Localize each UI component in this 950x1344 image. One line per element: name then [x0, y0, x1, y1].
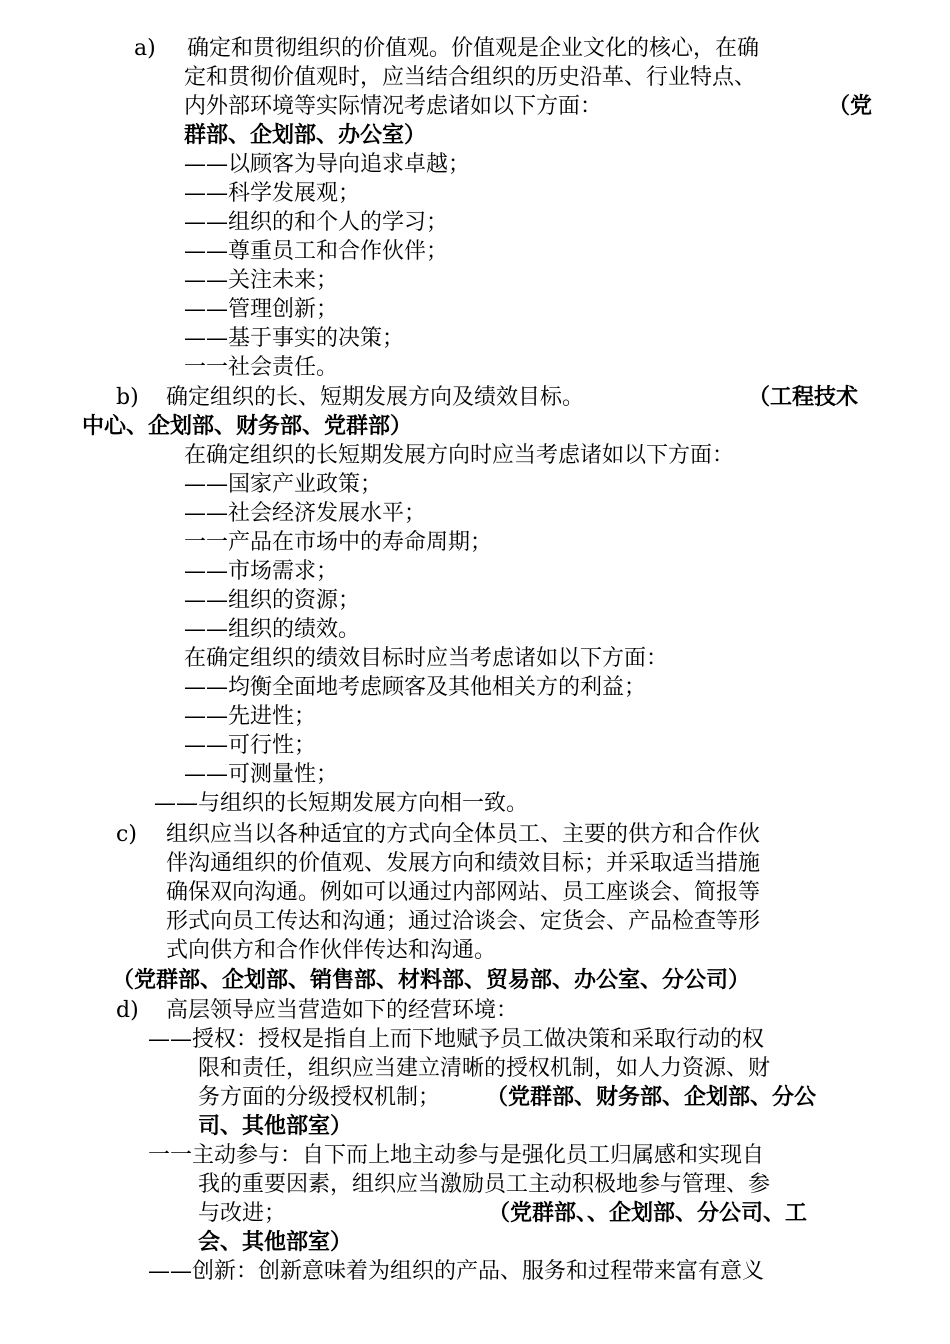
section-d-item2-line-1: 一一主动参与：自下而上地主动参与是强化员工归属感和实现自: [148, 1143, 765, 1168]
section-a-item-7: ——基于事实的决策；: [184, 326, 405, 351]
section-b-item-2: ——社会经济发展水平；: [184, 501, 427, 526]
section-b-item-5: ——组织的资源；: [184, 588, 361, 613]
section-b-item-9: ——可行性；: [184, 733, 317, 758]
section-b-item-6: ——组织的绩效。: [184, 617, 361, 642]
section-a-item-2: ——科学发展观；: [184, 181, 361, 206]
section-d-item2-dept-part1: （党群部、、企划部、分公司、工: [488, 1201, 808, 1226]
section-b-intro-2: 在确定组织的绩效目标时应当考虑诸如以下方面：: [184, 646, 669, 671]
section-d-item2-line-2: 我的重要因素，组织应当激励员工主动积极地参与管理、参: [198, 1172, 771, 1197]
section-d-item3-line-1: ——创新：创新意味着为组织的产品、服务和过程带来富有意义: [148, 1259, 765, 1284]
section-b-dept-part2: 中心、企划部、财务部、党群部）: [82, 414, 413, 439]
section-a-item-8: 一一社会责任。: [184, 355, 339, 380]
section-d-item1-line-2: 限和责任，组织应当建立清晰的授权机制，如人力资源、财: [198, 1056, 771, 1081]
section-b-item-4: ——市场需求；: [184, 559, 339, 584]
section-d-item1-line-3: 务方面的分级授权机制；: [198, 1085, 441, 1110]
section-c-line-4: 形式向员工传达和沟通；通过洽谈会、定货会、产品检查等形: [166, 909, 761, 934]
section-d-item2-dept-part2: 会、其他部室）: [198, 1230, 353, 1255]
section-b-item-10: ——可测量性；: [184, 762, 339, 787]
section-a-item-5: ——关注未来；: [184, 268, 339, 293]
section-b-text: 确定组织的长、短期发展方向及绩效目标。: [166, 385, 585, 410]
section-b-item-7: ——均衡全面地考虑顾客及其他相关方的利益；: [184, 675, 647, 700]
section-c-line-1: 组织应当以各种适宜的方式向全体员工、主要的供方和合作伙: [166, 822, 761, 847]
section-b-item-1: ——国家产业政策；: [184, 472, 383, 497]
section-a-dept-part1: （党: [828, 94, 873, 119]
section-b-intro-1: 在确定组织的长短期发展方向时应当考虑诸如以下方面：: [184, 443, 735, 468]
section-b-marker: b): [116, 385, 139, 410]
section-b-dept-part1: （工程技术: [748, 385, 859, 410]
section-c-dept: （党群部、企划部、销售部、材料部、贸易部、办公室、分公司）: [112, 968, 751, 993]
section-d-item1-dept-part2: 司、其他部室）: [198, 1114, 353, 1139]
section-b-last-item: ——与组织的长短期发展方向相一致。: [154, 791, 529, 816]
section-a-dept-part2: 群部、企划部、办公室）: [184, 123, 427, 148]
section-b-item-3: 一一产品在市场中的寿命周期；: [184, 530, 493, 555]
section-a-marker: a): [134, 36, 156, 61]
section-d-text: 高层领导应当营造如下的经营环境：: [166, 998, 519, 1023]
section-c-marker: c): [116, 822, 137, 847]
section-a-line-3: 内外部环境等实际情况考虑诸如以下方面：: [184, 94, 603, 119]
section-c-line-2: 伴沟通组织的价值观、发展方向和绩效目标；并采取适当措施: [166, 851, 761, 876]
section-c-line-3: 确保双向沟通。例如可以通过内部网站、员工座谈会、简报等: [166, 880, 761, 905]
section-c-line-5: 式向供方和合作伙伴传达和沟通。: [166, 938, 497, 963]
section-a-line-1: 确定和贯彻组织的价值观。价值观是企业文化的核心，在确: [187, 36, 760, 61]
section-a-line-2: 定和贯彻价值观时，应当结合组织的历史沿革、行业特点、: [184, 65, 757, 90]
section-d-item2-line-3: 与改进；: [198, 1201, 287, 1226]
section-a-item-4: ——尊重员工和合作伙伴；: [184, 239, 449, 264]
section-a-item-3: ——组织的和个人的学习；: [184, 210, 449, 235]
section-a-item-1: ——以顾客为导向追求卓越；: [184, 152, 471, 177]
section-b-item-8: ——先进性；: [184, 704, 317, 729]
section-d-item1-dept-part1: （党群部、财务部、企划部、分公: [486, 1085, 817, 1110]
section-a-item-6: ——管理创新；: [184, 297, 339, 322]
section-d-item1-line-1: ——授权：授权是指自上而下地赋予员工做决策和采取行动的权: [148, 1027, 765, 1052]
section-d-marker: d): [116, 998, 139, 1023]
